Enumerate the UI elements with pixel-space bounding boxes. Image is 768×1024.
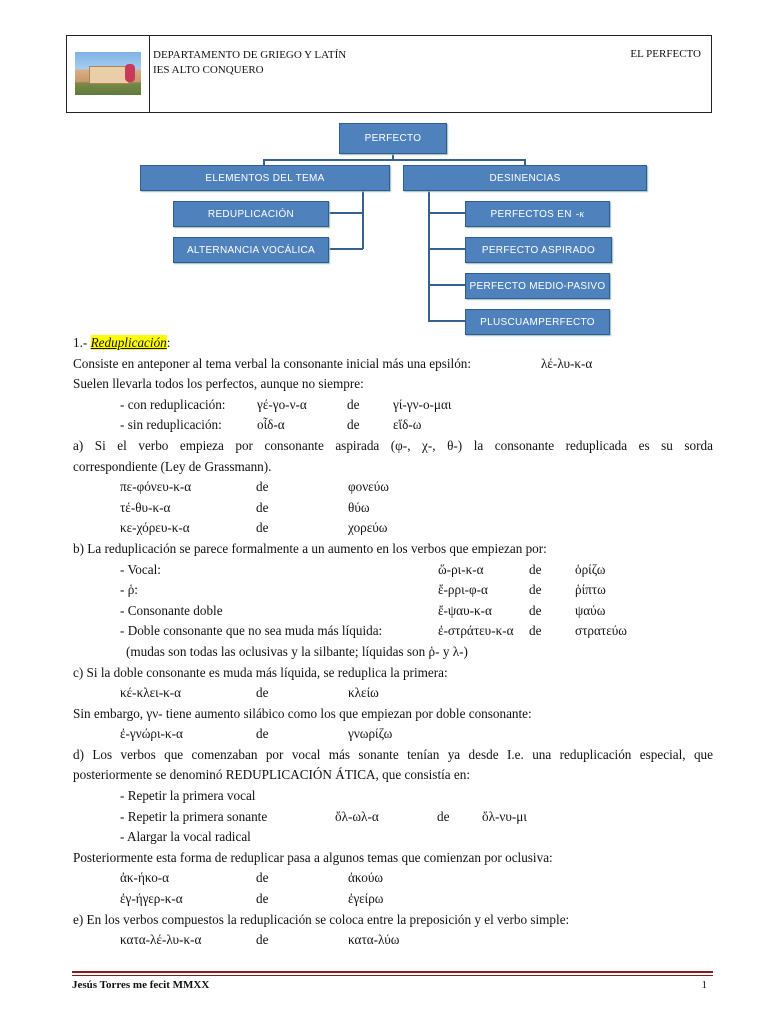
department-name: DEPARTAMENTO DE GRIEGO Y LATÍN <box>153 49 347 61</box>
school-photo <box>67 36 150 112</box>
diagram-node-pluscuamperfecto: PLUSCUAMPERFECTO <box>465 309 610 335</box>
footer-author: Jesús Torres me fecit MMXX <box>72 979 210 991</box>
example-line: - Repetir la primera sonante ὄλ-ωλ-α de ὄλ-νυ-μι <box>120 808 527 824</box>
example-line: - Doble consonante que no sea muda más líquida: ἐ-στράτευ-κ-α de στρατεύω <box>120 623 627 639</box>
text-line: Posteriormente esta forma de reduplicar pasa a algunos temas que comienzan por oclusiva: <box>73 849 553 865</box>
diagram-node-desinencias: DESINENCIAS <box>403 165 647 191</box>
text-line: b) La reduplicación se parece formalmente a un aumento en los verbos que empiezan por: <box>73 540 547 556</box>
text-line: correspondiente (Ley de Grassmann). <box>73 458 272 474</box>
text-line: d) Los verbos que comenzaban por vocal más sonante tenían ya desde I.e. una reduplicación especial, que <box>73 746 713 762</box>
diagram-node-elementos: ELEMENTOS DEL TEMA <box>140 165 390 191</box>
example-line: - ῥ: ἔ-ρρι-φ-α de ῥίπτω <box>120 582 606 598</box>
text-line: Suelen llevarla todos los perfectos, aunque no siempre: <box>73 376 364 392</box>
example-line: - con reduplicación: γέ-γο-ν-α de γί-γν-ο-μαι <box>120 396 452 412</box>
example-line: ἐγ-ήγερ-κ-α de ἐγείρω <box>120 891 384 907</box>
diagram-node-aspirado: PERFECTO ASPIRADO <box>465 237 612 263</box>
example-line: - Vocal: ὥ-ρι-κ-α de ὁρίζω <box>120 561 606 577</box>
example-line: κέ-κλει-κ-α de κλείω <box>120 685 379 701</box>
example-line: - sin reduplicación: οἶδ-α de εἴδ-ω <box>120 417 422 433</box>
school-name: IES ALTO CONQUERO <box>153 64 264 76</box>
text-line: posteriormente se denominó REDUPLICACIÓN ÁTICA, que consistía en: <box>73 767 471 783</box>
diagram-node-reduplicacion: REDUPLICACIÓN <box>173 201 329 227</box>
text-line: Sin embargo, γν- tiene aumento silábico como los que empiezan por doble consonante: <box>73 705 532 721</box>
example-line: πε-φόνευ-κ-α de φονεύω <box>120 479 389 495</box>
diagram-node-perfectos-en: PERFECTOS EN -κ <box>465 201 610 227</box>
text-line: (mudas son todas las oclusivas y la silbante; líquidas son ῥ- y λ-) <box>126 643 468 659</box>
diagram-node-alternancia: ALTERNANCIA VOCÁLICA <box>173 237 329 263</box>
document-title: EL PERFECTO <box>630 48 701 60</box>
diagram-root: PERFECTO <box>339 123 447 154</box>
footer-rule <box>72 971 713 973</box>
department-info <box>153 48 346 78</box>
page-header <box>66 35 712 113</box>
example-line: - Consonante doble ἔ-ψαυ-κ-α de ψαύω <box>120 602 606 618</box>
example-line: ἀκ-ήκο-α de ἀκούω <box>120 870 384 886</box>
page-number: 1 <box>701 979 707 991</box>
example-line: ἐ-γνώρι-κ-α de γνωρίζω <box>120 726 393 742</box>
text-line: - Repetir la primera vocal <box>120 788 256 804</box>
highlighted-term: Reduplicación <box>90 335 167 350</box>
text-line: - Alargar la vocal radical <box>120 829 251 845</box>
text-line: c) Si la doble consonante es muda más líquida, se reduplica la primera: <box>73 664 448 680</box>
text-line: a) Si el verbo empieza por consonante aspirada (φ-, χ-, θ-) la consonante reduplicada es su sorda <box>73 437 713 453</box>
example-line: κε-χόρευ-κ-α de χορεύω <box>120 520 388 536</box>
diagram-node-medio-pasivo: PERFECTO MEDIO-PASIVO <box>465 273 610 299</box>
footer-rule <box>72 975 713 976</box>
example-line: κατα-λέ-λυ-κ-α de κατα-λύω <box>120 932 400 948</box>
text-line: e) En los verbos compuestos la reduplicación se coloca entre la preposición y el verbo simple: <box>73 911 570 927</box>
section-heading: 1.- Reduplicación: <box>73 335 171 350</box>
text-line: Consiste en anteponer al tema verbal la consonante inicial más una epsilón: λέ-λυ-κ-α <box>73 355 593 371</box>
example-line: τέ-θυ-κ-α de θύω <box>120 499 370 515</box>
document-body <box>73 333 713 951</box>
